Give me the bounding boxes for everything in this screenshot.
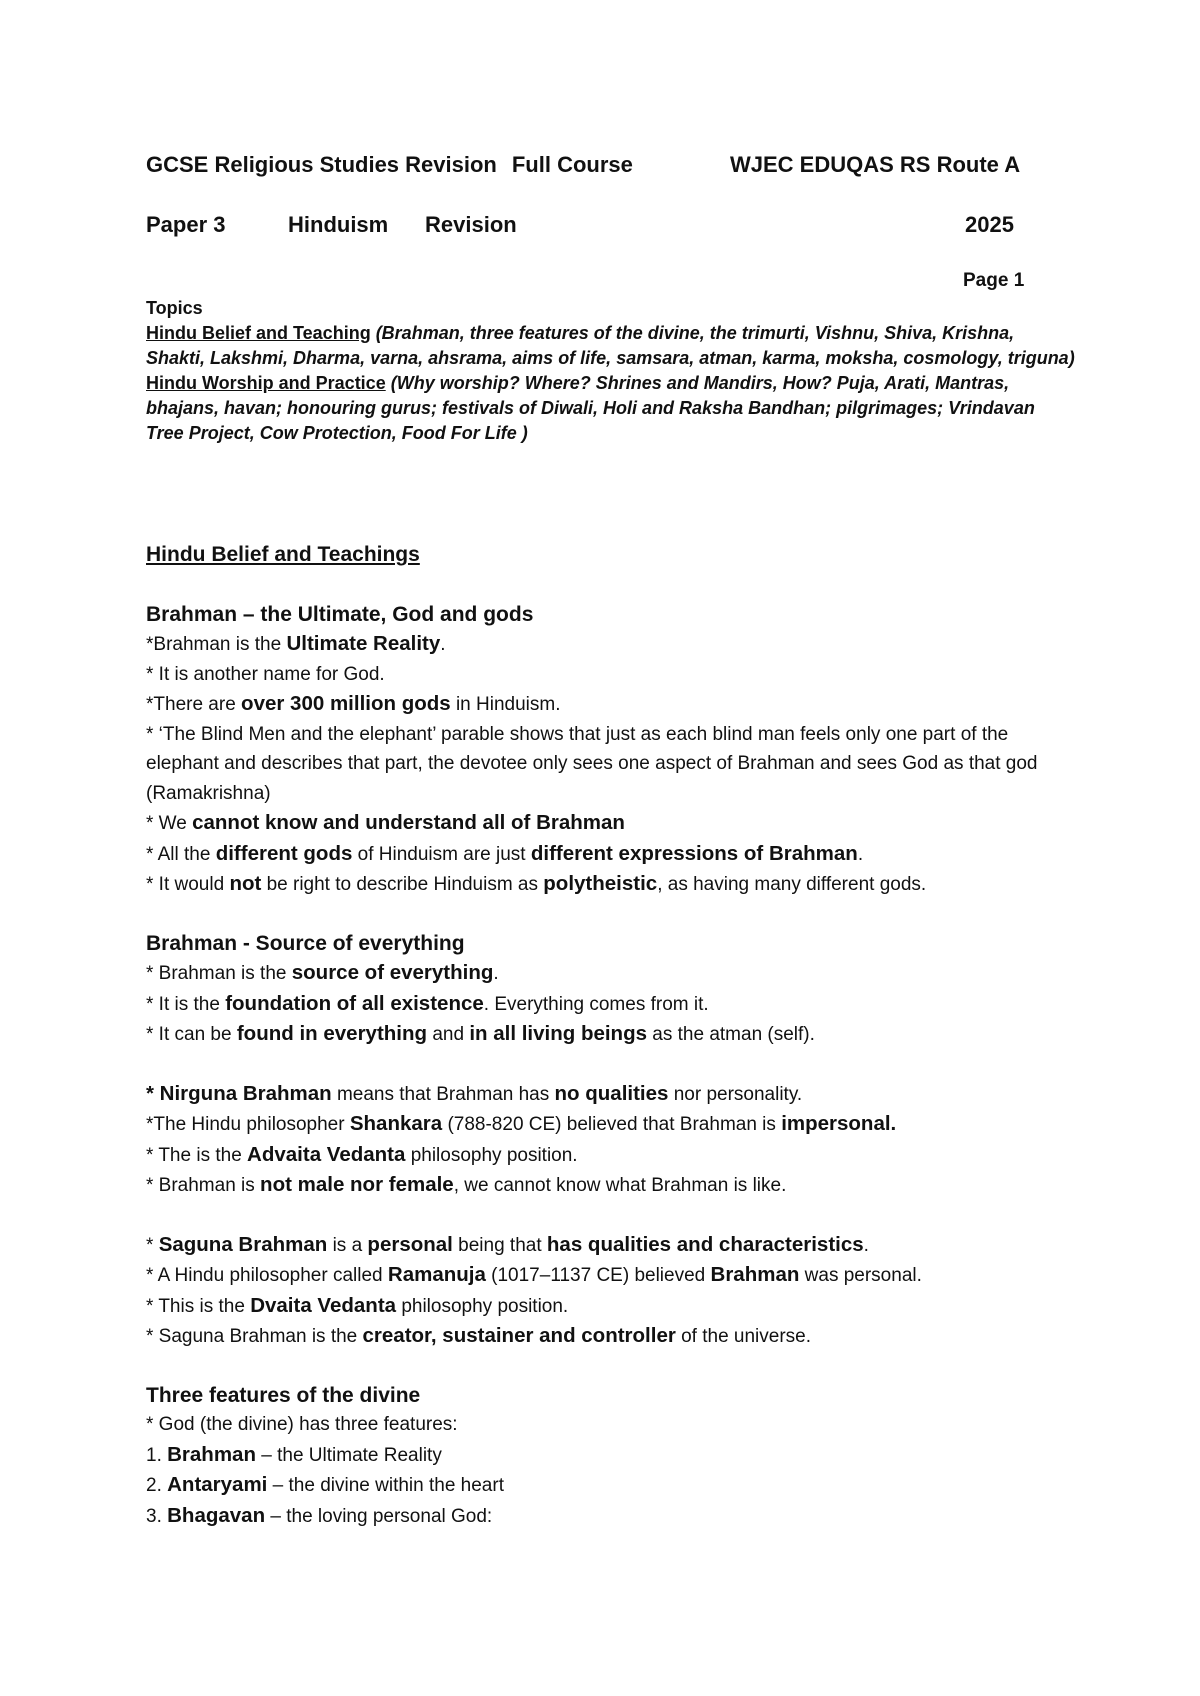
exam-board: WJEC EDUQAS RS Route A <box>730 152 1021 177</box>
numbered-item: 2. Antaryami – the divine within the heart <box>146 1473 504 1496</box>
bullet-line: * God (the divine) has three features: <box>146 1414 458 1435</box>
bullet-line: * A Hindu philosopher called Ramanuja (1017–1137 CE) believed Brahman was personal. <box>146 1263 922 1286</box>
section-title: Hindu Belief and Teachings <box>146 543 420 566</box>
numbered-item: 3. Bhagavan – the loving personal God: <box>146 1503 493 1527</box>
page-number: Page 1 <box>963 270 1025 291</box>
bullet-line: * This is the Dvaita Vedanta philosophy position. <box>146 1293 569 1317</box>
subsection-title-brahman-ultimate: Brahman – the Ultimate, God and gods <box>146 602 534 626</box>
main-content <box>146 540 1076 1531</box>
topics-block <box>146 296 1076 446</box>
paper-number: Paper 3 <box>146 212 226 237</box>
bullet-line: * We cannot know and understand all of Brahman <box>146 811 625 834</box>
course-title: GCSE Religious Studies Revision Full Course <box>146 152 633 177</box>
bullet-line: * It is the foundation of all existence. Everything comes from it. <box>146 991 709 1015</box>
bullet-line: *Brahman is the Ultimate Reality. <box>146 632 446 655</box>
topic-belief: Hindu Belief and Teaching (Brahman, three features of the divine, the trimurti, Vishnu, Shiva, Krishna, Shakti, Lakshmi, Dharma, varna, ahsrama, aims of life, samsara, atman, karma, moksha, cosmology, triguna) <box>146 323 1075 368</box>
topics-heading: Topics <box>146 298 203 318</box>
subject-title: Hinduism <box>288 212 389 237</box>
bullet-line: * It can be found in everything and in all living beings as the atman (self). <box>146 1022 815 1045</box>
bullet-paragraph: * ‘The Blind Men and the elephant’ parable shows that just as each blind man feels only one part of the elephant and describes that part, the devotee only sees one aspect of Brahman and sees God as that god (Ramakrishna) <box>146 723 1038 804</box>
bullet-line: *There are over 300 million gods in Hinduism. <box>146 692 561 715</box>
subsection-title-brahman-source: Brahman - Source of everything <box>146 931 465 955</box>
bullet-line: * All the different gods of Hinduism are just different expressions of Brahman. <box>146 841 864 865</box>
bullet-line: * It would not be right to describe Hinduism as polytheistic, as having many different gods. <box>146 872 927 895</box>
bullet-line: * Brahman is not male nor female, we cannot know what Brahman is like. <box>146 1173 787 1196</box>
year: 2025 <box>965 212 1014 237</box>
bullet-line: * Saguna Brahman is a personal being that has qualities and characteristics. <box>146 1232 869 1256</box>
numbered-item: 1. Brahman – the Ultimate Reality <box>146 1442 442 1466</box>
full-course-label: Full Course <box>511 152 633 177</box>
bullet-line: * The is the Advaita Vedanta philosophy position. <box>146 1142 578 1166</box>
bullet-line: * Nirguna Brahman means that Brahman has no qualities nor personality. <box>146 1081 803 1105</box>
topic-worship: Hindu Worship and Practice (Why worship? Where? Shrines and Mandirs, How? Puja, Arati, Mantras, bhajans, havan; honouring gurus; festivals of Diwali, Holi and Raksha Bandhan; pilgrimages; Vrindavan Tree Project, Cow Protection, Food For Life ) <box>146 373 1035 443</box>
bullet-line: * It is another name for God. <box>146 663 385 685</box>
bullet-line: *The Hindu philosopher Shankara (788-820 CE) believed that Brahman is impersonal. <box>146 1112 897 1135</box>
bullet-line: * Saguna Brahman is the creator, sustainer and controller of the universe. <box>146 1324 812 1347</box>
subsection-title-three-features: Three features of the divine <box>146 1383 421 1407</box>
revision-label: Revision <box>425 212 517 237</box>
bullet-line: * Brahman is the source of everything. <box>146 961 499 984</box>
